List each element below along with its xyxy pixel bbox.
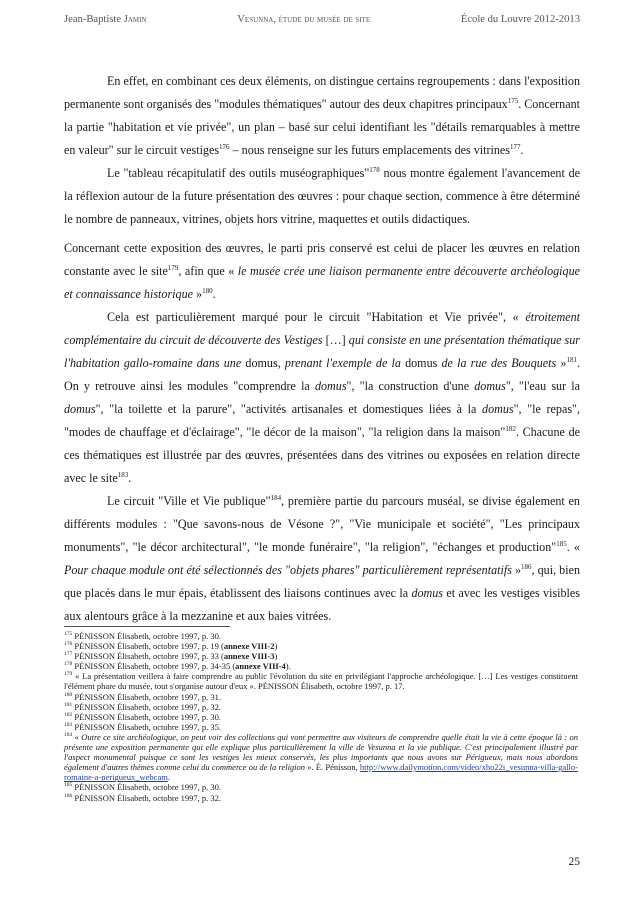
footnote-182: $^{182}$ PÉNISSON Élisabeth, octobre 1997, p. 30.	[64, 711, 221, 722]
footnote-186: $^{186}$ PÉNISSON Élisabeth, octobre 1997, p. 32.	[64, 792, 221, 803]
footnote-ref: 178	[369, 165, 380, 174]
video-link[interactable]: http://www.dailymotion.com/video/xho22i_vesunna-villa-gallo-romaine-a-perigueux_webcam	[64, 762, 578, 783]
footnote-ref: 184	[270, 493, 282, 502]
footnote-179: $^{179}$ « La présentation veillera à faire comprendre au public l'évolution du site en privilégiant l'approche archéologique. […] Les vestiges constituent l'élément phare du musée, tout s'organise autour d'eux ». PÉNISSON Élisabeth, octobre 1997, p. 17.	[64, 671, 578, 692]
paragraph-5: Le circuit "Ville et Vie publique"$^{184}$, première partie du parcours muséal, se divise également en différents modules : "Que savons-nous de Vésone ?", "Vie municipale et société", "Les principaux monuments", "le décor architectural", "le monde funéraire", "la religion", "échanges et production"$^{185}$. « Pour chaque module ont été sélectionnés des "objets phares" particulièrement représentatifs »$^{186}$, qui, bien que placés dans le mur épais, établissent des liaisons continues avec la domus et avec les vestiges visibles aux alentours grâce à la mezzanine et aux baies vitrées.	[64, 493, 580, 623]
footnote-176: $^{176}$ PÉNISSON Élisabeth, octobre 1997, p. 19 (annexe VIII-2)	[64, 641, 278, 652]
paragraph-3: Concernant cette exposition des œuvres, le parti pris conservé est celui de placer les œuvres en relation constante avec le site$^{179}$, afin que « le musée crée une liaison permanente entre découverte archéologique et connaissance historique »$^{180}$.	[64, 241, 580, 301]
page-header	[64, 14, 580, 25]
footnote-175: $^{175}$ PÉNISSON Élisabeth, octobre 1997, p. 30.	[64, 631, 221, 641]
page-number: 25	[568, 856, 580, 868]
footnote-ref: 182	[505, 424, 516, 433]
paragraph-1: En effet, en combinant ces deux éléments, on distingue certains regroupements : dans l'exposition permanente sont organisés des "modules thématiques" autour des deux chapitres principaux$^{175}$. Concernant la partie "habitation et vie privée", un plan – basé sur celui identifiant les "détails remarquables à mettre en valeur" sur le circuit vestiges$^{176}$ – nous renseigne sur les futurs emplacements des vitrines$^{177}$.	[64, 74, 580, 157]
footnote-ref: 180	[202, 286, 213, 295]
body-text	[64, 70, 580, 628]
header-school: École du Louvre 2012-2013	[460, 14, 580, 25]
footnote-separator	[64, 626, 230, 627]
paragraph-4: Cela est particulièrement marqué pour le circuit "Habitation et Vie privée", « étroitement complémentaire du circuit de découverte des Vestiges […] qui consiste en une présentation thématique sur l'habitation gallo-romaine dans une domus, prenant l'exemple de la domus de la rue des Bouquets »$^{181}$. On y retrouve ainsi les modules "comprendre la domus", "la construction d'une domus", "l'eau sur la domus", "la toilette et la parure", "activités artisanales et domestiques liées à la domus", "le repas", "modes de chauffage et d'éclairage", "le décor de la maison", "la religion dans la maison"$^{182}$. Chacune de ces thématiques est illustrée par des œuvres, présentées dans des vitrines ou exposées en relation directe avec le site$^{183}$.	[64, 310, 580, 485]
paragraph-2: Le "tableau récapitulatif des outils muséographiques"$^{178}$ nous montre également l'avancement de la réflexion autour de la future présentation des œuvres : pour chaque section, commence à être déterminé le nombre de panneaux, vitrines, objets hors vitrine, maquettes et outils didactiques.	[64, 165, 580, 226]
footnote-ref: 176	[219, 142, 230, 151]
footnote-181: $^{181}$ PÉNISSON Élisabeth, octobre 1997, p. 32.	[64, 701, 221, 712]
footnote-177: $^{177}$ PÉNISSON Élisabeth, octobre 1997, p. 33 (annexe VIII-3)	[64, 651, 278, 662]
footnote-178: $^{178}$ PÉNISSON Élisabeth, octobre 1997, p. 34-35 (annexe VIII-4).	[64, 661, 291, 672]
footnote-ref: 185	[556, 539, 567, 548]
footnote-185: $^{185}$ PÉNISSON Élisabeth, octobre 1997, p. 30.	[64, 782, 221, 793]
footnote-ref: 183	[117, 470, 129, 479]
footnote-ref: 186	[521, 562, 532, 571]
footnote-184: $^{184}$ « Outre ce site archéologique, on peut voir des collections qui vont permettre aux visiteurs de comprendre quelle était la vie à cette époque là : on présente une exposition permanente qui elle explique plus particulièrement la ville de Vesunna et la vie publique. C'est principalement illustré par l'aspect monumental puisque ce sont les vestiges les mieux conservés, les plus importants que nous avons sur Périgueux, mais nous abordons également d'autres thèmes comme celui du commerce ou de la religion ». É. Pénisson, http://www.dailymotion.com/video/xho22i_vesunna-villa-gallo-romaine-a-perigueux_webcam.	[64, 731, 578, 783]
header-author: Jean-Baptiste Jamin	[64, 14, 147, 25]
footnote-180: $^{180}$ PÉNISSON Élisabeth, octobre 1997, p. 31.	[64, 691, 221, 702]
footnote-ref: 181	[566, 355, 577, 364]
header-title: Vesunna, étude du musée de site	[237, 14, 371, 25]
footnote-ref: 177	[510, 142, 521, 151]
footnote-ref: 179	[167, 263, 179, 272]
footnotes	[64, 631, 578, 803]
footnote-ref: 175	[507, 96, 519, 105]
footnote-183: $^{183}$ PÉNISSON Élisabeth, octobre 1997, p. 35.	[64, 721, 221, 732]
